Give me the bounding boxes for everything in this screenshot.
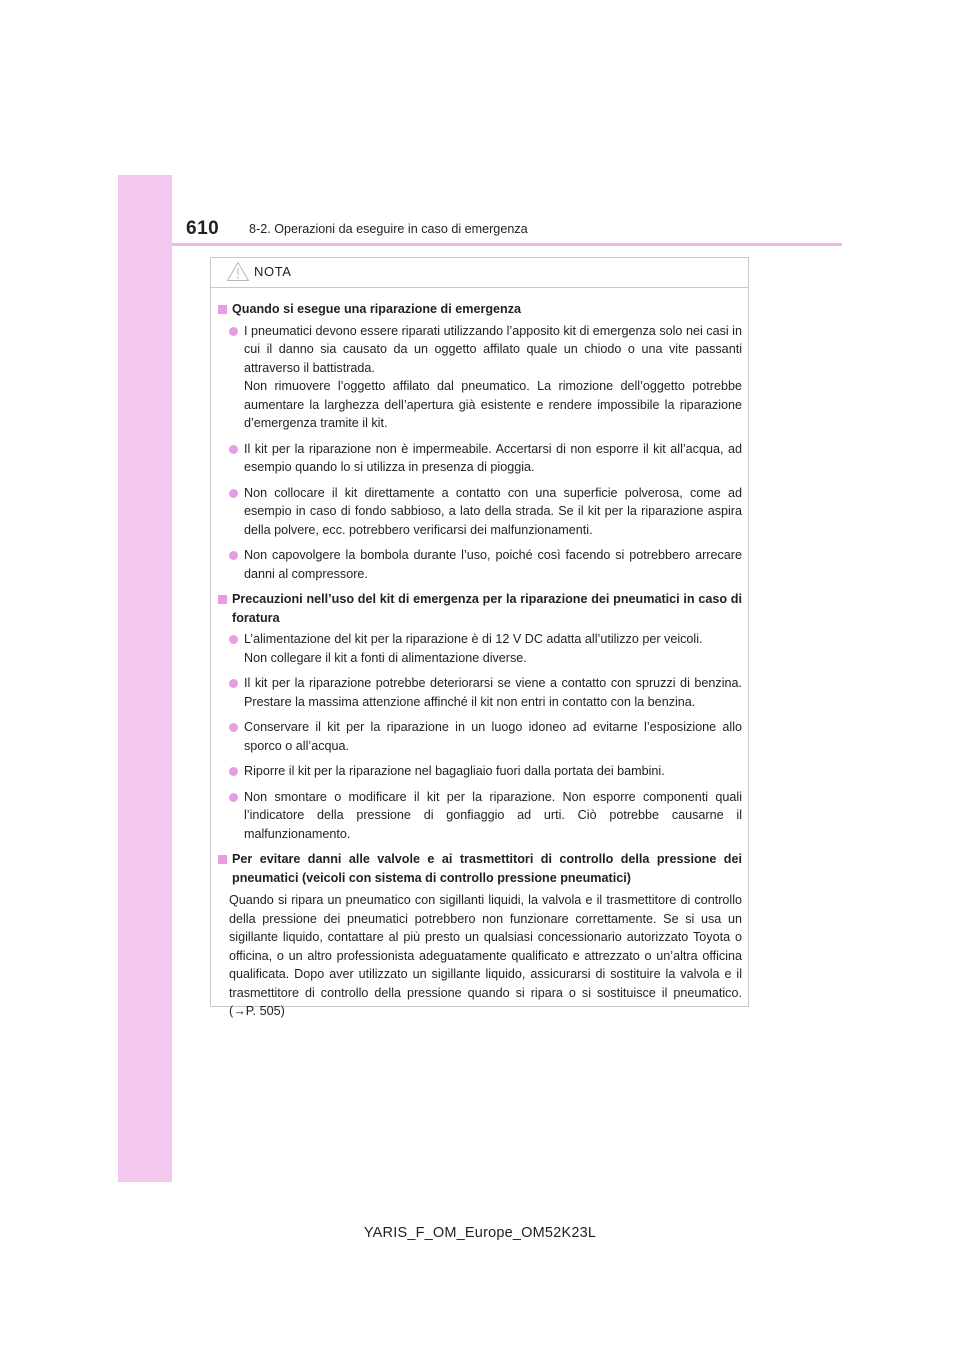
round-bullet-icon: [229, 327, 238, 336]
topic-paragraph: [229, 891, 742, 1021]
page-number: 610: [186, 218, 220, 239]
item-text: Il kit per la riparazione potrebbe deteriorarsi se viene a contatto con spruzzi di benzina. Prestare la massima attenzione affinché il kit non entri in contatto con la benzina.: [244, 676, 742, 709]
section-title: 8-2. Operazioni da eseguire in caso di emergenza: [249, 222, 528, 236]
notice-box: [210, 257, 749, 1018]
item-text: L’alimentazione del kit per la riparazione è di 12 V DC adatta all’utilizzo per veicoli.: [244, 632, 703, 646]
square-bullet-icon: [218, 305, 227, 314]
item-text: Riporre il kit per la riparazione nel bagagliaio fuori dalla portata dei bambini.: [244, 764, 665, 778]
paragraph-text: Quando si ripara un pneumatico con sigillanti liquidi, la valvola e il trasmettitore di controllo della pressione dei pneumatici potrebbero non funzionare correttamente. Se si usa un sigillante liquido, contattare al più presto un qualsiasi concessionario autorizzato Toyota o officina, o un altro professionista adeguatamente qualificato e attrezzato o un’altra officina qualificata. Dopo aver utilizzato un sigillante liquido, assicurarsi di sostituire la valvola e il trasmettitore di controllo della pressione quando si ripara o si sostituisce il pneumatico. (: [229, 893, 742, 1018]
chapter-side-band: [118, 175, 172, 1182]
document-code: YARIS_F_OM_Europe_OM52K23L: [363, 1225, 597, 1241]
header-rule: [172, 243, 842, 246]
topic-heading: [217, 300, 742, 319]
topic-title: Precauzioni nell’uso del kit di emergenza per la riparazione dei pneumatici in caso di foratura: [232, 592, 742, 625]
list-item: [229, 788, 742, 844]
round-bullet-icon: [229, 635, 238, 644]
round-bullet-icon: [229, 679, 238, 688]
list-item: [229, 440, 742, 477]
topic-title: Per evitare danni alle valvole e ai trasmettitori di controllo della pressione dei pneumatici (veicoli con sistema di controllo pressione pneumatici): [232, 852, 742, 885]
list-item: [229, 674, 742, 711]
list-item: [229, 546, 742, 583]
round-bullet-icon: [229, 445, 238, 454]
item-text: Non collegare il kit a fonti di alimentazione diverse.: [244, 650, 527, 665]
item-text: Non capovolgere la bombola durante l’uso, poiché così facendo si potrebbero arrecare danni al compressore.: [244, 548, 742, 581]
item-text: Non rimuovere l’oggetto affilato dal pneumatico. La rimozione dell’oggetto potrebbe aumentare la larghezza dell’apertura già esistente e rendere impossibile la riparazione d’emergenza tramite il kit.: [244, 379, 742, 430]
item-text: I pneumatici devono essere riparati utilizzando l’apposito kit di emergenza solo nei casi in cui il danno sia causato da un oggetto affilato quale un chiodo o una vite passanti attraverso il battistrada.: [244, 323, 742, 375]
notice-title: NOTA: [254, 264, 292, 279]
topic-title: Quando si esegue una riparazione di emergenza: [232, 302, 522, 316]
item-text: Non smontare o modificare il kit per la riparazione. Non esporre componenti quali l’indicatore della pressione di gonfiaggio ad urti. Ciò potrebbe causarne il malfunzionamento.: [244, 789, 742, 841]
item-text: Il kit per la riparazione non è impermeabile. Accertarsi di non esporre il kit all’acqua, ad esempio quando lo si utilizza in presenza di pioggia.: [244, 441, 742, 474]
square-bullet-icon: [218, 855, 227, 864]
page-reference[interactable]: P. 505): [245, 1004, 285, 1018]
notice-body: [211, 288, 748, 1021]
square-bullet-icon: [218, 595, 227, 604]
topic-heading: [217, 850, 742, 887]
notice-header: [211, 258, 748, 288]
list-item: [229, 322, 742, 433]
list-item: [229, 630, 742, 667]
round-bullet-icon: [229, 723, 238, 732]
round-bullet-icon: [229, 551, 238, 560]
list-item: [229, 718, 742, 755]
topic-heading: [217, 590, 742, 627]
round-bullet-icon: [229, 489, 238, 498]
warning-triangle-icon: [226, 261, 250, 282]
arrow-ref-icon: →: [233, 1004, 246, 1018]
item-text: Conservare il kit per la riparazione in un luogo idoneo ad evitarne l’esposizione allo sporco o all’acqua.: [244, 720, 742, 753]
item-text: Non collocare il kit direttamente a contatto con una superficie polverosa, come ad esempio in caso di fondo sabbioso, a lato della strada. Se il kit per la riparazione aspira della polvere, ecc. potrebbero verificarsi dei malfunzionamenti.: [244, 485, 742, 537]
round-bullet-icon: [229, 767, 238, 776]
list-item: [229, 762, 742, 781]
list-item: [229, 484, 742, 540]
round-bullet-icon: [229, 793, 238, 802]
